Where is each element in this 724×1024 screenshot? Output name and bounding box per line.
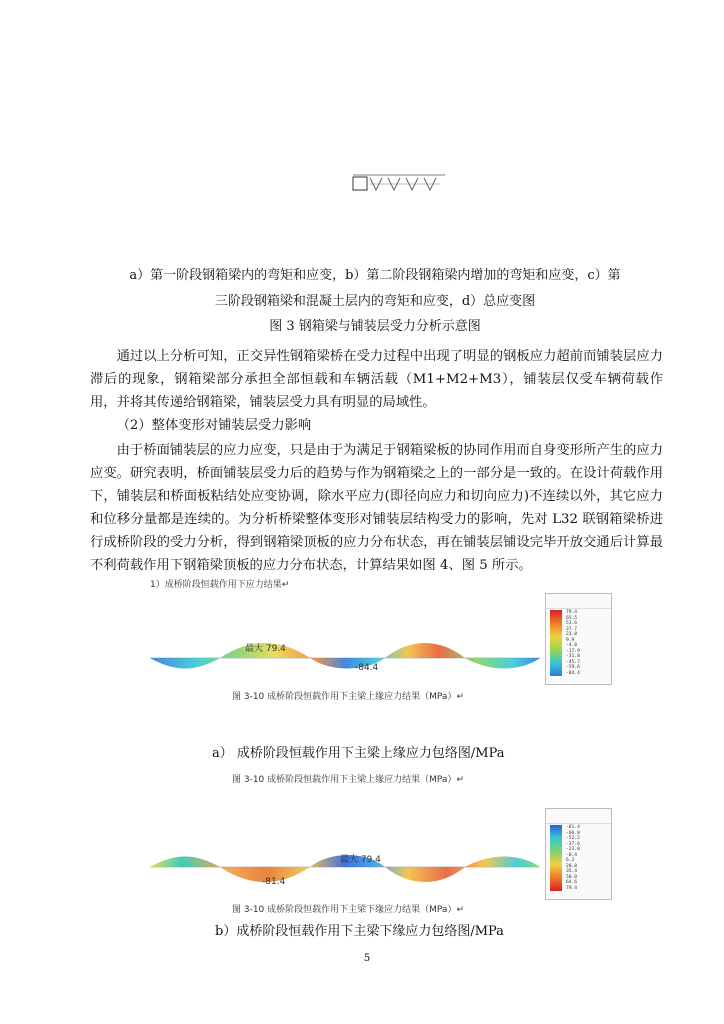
legend-value: -4.0 bbox=[566, 643, 578, 648]
legend-value: -8.4 bbox=[566, 852, 578, 858]
figA-min-label: -84.4 bbox=[355, 663, 379, 673]
figA-stress-diagram bbox=[150, 620, 540, 680]
figure3-caption-line2: 三阶段钢箱梁和混凝土层内的弯矩和应变，d）总应变图 bbox=[214, 294, 536, 309]
figA-top-label: 1）成桥阶段恒载作用下应力结果↵ bbox=[150, 580, 290, 590]
figB-min-label: -81.4 bbox=[262, 877, 286, 887]
legend-value: 79.4 bbox=[566, 610, 578, 615]
figB-caption: b）成桥阶段恒载作用下主梁下缘应力包络图/MPa bbox=[215, 924, 504, 939]
legend-value: -17.9 bbox=[566, 648, 580, 654]
figA-legend bbox=[545, 593, 612, 685]
legend-value: -45.7 bbox=[566, 659, 580, 665]
legend-value: 50.0 bbox=[566, 874, 578, 880]
paragraph-1: 通过以上分析可知，正交异性钢箱梁桥在受力过程中出现了明显的钢板应力超前而铺装层应力滞后的现象，钢箱梁部分承担全部恒载和车辆活载（M1+M2+M3），铺装层仅受车辆荷载作用，并将其传递给钢箱梁，铺装层受力具有明显的局域性。 bbox=[90, 349, 663, 410]
legend-value: 51.6 bbox=[566, 621, 578, 626]
figure3-caption-line1: a）第一阶段钢箱梁内的弯矩和应变，b）第二阶段钢箱梁内增加的弯矩和应变，c）第 bbox=[129, 268, 621, 283]
figure3-title: 图 3 钢箱梁与铺装层受力分析示意图 bbox=[269, 319, 481, 334]
figA-inner-title: 图 3-10 成桥阶段恒载作用下主梁上缘应力结果（MPa）↵ bbox=[232, 692, 464, 702]
legend-value: 23.8 bbox=[566, 632, 578, 637]
legend-value: 6.2 bbox=[566, 858, 575, 863]
figA-caption: a） 成桥阶段恒载作用下主梁上缘应力包络图/MPa bbox=[212, 746, 505, 761]
legend-value: -66.8 bbox=[566, 830, 580, 836]
figA-max-label: 最大 79.4 bbox=[245, 644, 286, 654]
legend-value: 37.7 bbox=[566, 626, 578, 632]
legend-value: 20.8 bbox=[566, 863, 578, 869]
legend-value: -23.0 bbox=[566, 847, 580, 852]
paragraph-2: 由于桥面铺装层的应力应变，只是由于为满足于钢箱梁板的协同作用而自身变形所产生的应力应变。研究表明，桥面铺装层受力后的趋势与作为钢箱梁之上的一部分是一致的。在设计荷载作用下，铺装层和桥面板粘结处应变协调，除水平应力(即径向应力和切向应力)不连续以外，其它应力和位移分量都是连续的。为分析桥梁整体变形对铺装层结构受力的影响，先对 L32 联钢箱梁桥进行成桥阶段的受力分析，得到钢箱梁顶板的应力分布状态，再在铺装层铺设完毕开放交通后计算最不利荷载作用下钢箱梁顶板的应力分布状态，计算结果如图 4、图 5 所示。 bbox=[90, 443, 663, 573]
legend-value: 65.5 bbox=[566, 615, 578, 621]
figB-legend bbox=[545, 808, 612, 900]
legend-value: 9.9 bbox=[566, 637, 575, 643]
legend-value: -37.6 bbox=[566, 841, 580, 847]
legend-value: -31.8 bbox=[566, 654, 580, 659]
legend-value: -52.2 bbox=[566, 836, 580, 841]
figB-top-title: 图 3-10 成桥阶段恒载作用下主梁上缘应力结果（MPa）↵ bbox=[232, 775, 464, 785]
legend-value: -81.4 bbox=[566, 825, 580, 830]
legend-value: -59.6 bbox=[566, 665, 580, 670]
legend-value: 64.6 bbox=[566, 880, 578, 885]
page-number: 5 bbox=[363, 953, 371, 964]
figB-max-label: 最大 79.4 bbox=[340, 855, 381, 865]
legend-value: -84.4 bbox=[566, 670, 580, 676]
section-heading: （2）整体变形对铺装层受力影响 bbox=[116, 418, 312, 433]
figB-inner-title: 图 3-10 成桥阶段恒载作用下主梁下缘应力结果（MPa）↵ bbox=[232, 905, 464, 915]
legend-value: 35.4 bbox=[566, 869, 578, 874]
figure3-graphic bbox=[350, 170, 450, 196]
legend-value: 79.4 bbox=[566, 885, 578, 891]
